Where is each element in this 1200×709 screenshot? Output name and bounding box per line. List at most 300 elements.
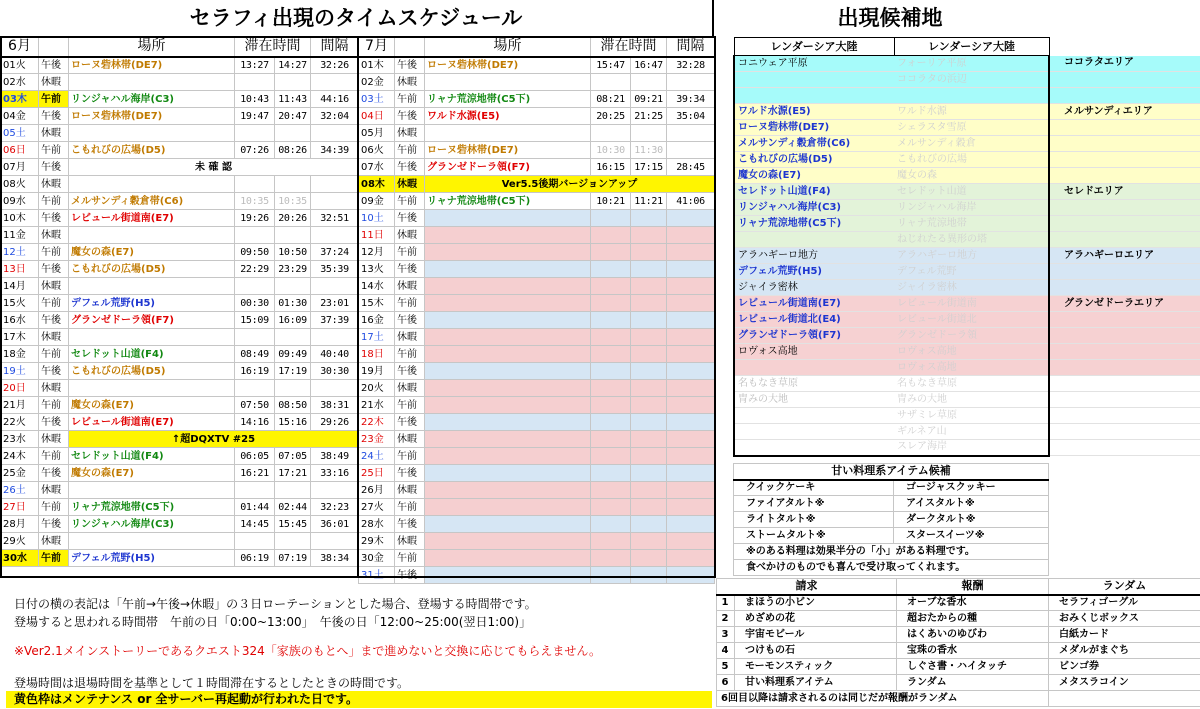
date-cell: 24土 [359, 448, 395, 465]
candidate-left: ワルド水源(E5) [734, 104, 894, 120]
interval-cell: 23:01 [311, 295, 359, 312]
slot-cell: 午前 [395, 91, 425, 108]
leave-time: 20:47 [275, 108, 311, 125]
schedule-row [1, 363, 359, 380]
schedule-row [359, 278, 715, 295]
candidate-row [734, 312, 1200, 328]
schedule-row [1, 499, 359, 516]
date-cell: 06火 [359, 142, 395, 159]
slot-cell: 午前 [395, 550, 425, 567]
request-item: まほうの小ビン [735, 595, 897, 611]
slot-cell: 休暇 [395, 329, 425, 346]
location-cell [425, 380, 591, 397]
interval-cell [667, 533, 715, 550]
reward-number: 6 [717, 675, 735, 691]
candidate-left: グランゼドーラ領(F7) [734, 328, 894, 344]
location-cell: ワルド水源(E5) [425, 108, 591, 125]
location-cell [425, 329, 591, 346]
reward-row [717, 595, 1200, 611]
location-cell: セレドット山道(F4) [69, 448, 235, 465]
reward-number: 5 [717, 659, 735, 675]
slot-cell: 午前 [395, 499, 425, 516]
arrive-time: 10:43 [235, 91, 275, 108]
leave-time [275, 125, 311, 142]
schedule-row [359, 159, 715, 176]
june-schedule-table [0, 36, 359, 567]
note-rotation: 日付の横の表記は「午前→午後→休暇」の３日ローテーションとした場合、登場する時間帯です。 [14, 597, 537, 611]
interval-cell [667, 329, 715, 346]
area-label [1049, 440, 1200, 456]
location-cell [425, 414, 591, 431]
arrive-time [591, 380, 631, 397]
random-header: ランダム [1049, 579, 1200, 595]
arrive-time: 19:26 [235, 210, 275, 227]
sweets-row [734, 528, 1049, 544]
leave-time: 08:26 [275, 142, 311, 159]
sweet-item: ライトタルト※ [734, 512, 894, 528]
interval-cell: 40:40 [311, 346, 359, 363]
slot-cell: 午後 [39, 363, 69, 380]
date-cell: 03木 [1, 91, 39, 108]
candidate-row [734, 72, 1200, 88]
leave-time [631, 74, 667, 91]
candidate-right: ジャイラ密林 [894, 280, 1049, 296]
date-cell: 16金 [359, 312, 395, 329]
random-reward: 白紙カード [1049, 627, 1200, 643]
area-label [1049, 120, 1200, 136]
date-cell: 02金 [359, 74, 395, 91]
request-item: つけもの石 [735, 643, 897, 659]
candidate-right: レビュール街道北 [894, 312, 1049, 328]
candidate-left: レビュール街道北(E4) [734, 312, 894, 328]
area-label: セレドエリア [1049, 184, 1200, 200]
slot-cell: 午後 [39, 312, 69, 329]
candidate-row [734, 264, 1200, 280]
candidate-right: ココラタの浜辺 [894, 72, 1049, 88]
arrive-time [591, 516, 631, 533]
leave-time: 09:21 [631, 91, 667, 108]
schedule-row [359, 125, 715, 142]
reward-footer: 6回目以降は請求されるのは同じだが報酬がランダム [717, 691, 1049, 707]
location-cell: ローヌ砦林帯(DE7) [425, 57, 591, 74]
area-label [1049, 392, 1200, 408]
candidate-right: リンジャハル海岸 [894, 200, 1049, 216]
schedule-row [359, 261, 715, 278]
schedule-row [359, 567, 715, 584]
area-label: グランゼドーラエリア [1049, 296, 1200, 312]
location-cell: 魔女の森(E7) [69, 397, 235, 414]
schedule-row [359, 380, 715, 397]
reward-row [717, 611, 1200, 627]
slot-cell: 午前 [395, 295, 425, 312]
arrive-time: 06:19 [235, 550, 275, 567]
location-cell [425, 346, 591, 363]
leave-time [631, 414, 667, 431]
date-cell: 10土 [359, 210, 395, 227]
candidate-right [894, 88, 1049, 104]
schedule-row [359, 91, 715, 108]
request-item: 宇宙モビール [735, 627, 897, 643]
request-header: 請求 [717, 579, 897, 595]
arrive-time: 16:19 [235, 363, 275, 380]
schedule-row [1, 176, 359, 193]
slot-cell: 午後 [39, 261, 69, 278]
location-cell: リャナ荒涼地帯(C5下) [69, 499, 235, 516]
date-cell: 10木 [1, 210, 39, 227]
candidate-left: デフェル荒野(H5) [734, 264, 894, 280]
leave-time [631, 567, 667, 584]
schedule-row [1, 380, 359, 397]
sweet-item: アイスタルト※ [894, 496, 1049, 512]
schedule-row [1, 312, 359, 329]
slot-cell: 午後 [39, 465, 69, 482]
date-cell: 26月 [359, 482, 395, 499]
arrive-time: 06:05 [235, 448, 275, 465]
slot-cell: 休暇 [39, 431, 69, 448]
candidate-row [734, 136, 1200, 152]
date-cell: 29木 [359, 533, 395, 550]
arrive-time: 19:47 [235, 108, 275, 125]
leave-time [631, 380, 667, 397]
location-cell [69, 278, 235, 295]
date-cell: 17土 [359, 329, 395, 346]
slot-cell: 休暇 [39, 380, 69, 397]
interval-cell [667, 244, 715, 261]
slot-cell: 午後 [395, 57, 425, 74]
arrive-time [235, 329, 275, 346]
leave-time: 14:27 [275, 57, 311, 74]
interval-cell [311, 74, 359, 91]
slot-cell: 午前 [39, 499, 69, 516]
candidate-left [734, 88, 894, 104]
leave-time [631, 346, 667, 363]
leave-time [275, 533, 311, 550]
area-label [1049, 360, 1200, 376]
candidate-right: 魔女の森 [894, 168, 1049, 184]
candidate-right: フォーリア平原 [894, 56, 1049, 72]
candidate-left [734, 408, 894, 424]
area-label [1049, 328, 1200, 344]
sweets-note-row [734, 560, 1049, 576]
date-cell: 23水 [1, 431, 39, 448]
date-cell: 13火 [359, 261, 395, 278]
leave-time [275, 482, 311, 499]
event-note: 未 確 認 [69, 159, 359, 176]
date-cell: 25金 [1, 465, 39, 482]
date-cell: 08火 [1, 176, 39, 193]
sweets-note: 食べかけのものでも喜んで受け取ってくれます。 [734, 560, 1049, 576]
leave-time: 02:44 [275, 499, 311, 516]
slot-cell: 休暇 [395, 431, 425, 448]
arrive-time: 10:21 [591, 193, 631, 210]
date-cell: 09水 [1, 193, 39, 210]
request-item: めざめの花 [735, 611, 897, 627]
schedule-row [1, 482, 359, 499]
schedule-row [359, 244, 715, 261]
sweet-item: クイックケーキ [734, 480, 894, 496]
schedule-row [1, 397, 359, 414]
slot-cell: 午後 [395, 312, 425, 329]
sweet-item: ゴージャスクッキー [894, 480, 1049, 496]
interval-cell [311, 380, 359, 397]
schedule-row [359, 312, 715, 329]
arrive-time: 15:47 [591, 57, 631, 74]
leave-time: 17:21 [275, 465, 311, 482]
candidate-left: 冑みの大地 [734, 392, 894, 408]
interval-cell: 41:06 [667, 193, 715, 210]
area-label [1049, 88, 1200, 104]
slot-cell: 午後 [39, 414, 69, 431]
candidate-left [734, 440, 894, 456]
location-cell: リンジャハル海岸(C3) [69, 516, 235, 533]
slot-cell: 午後 [395, 567, 425, 584]
area-label [1049, 200, 1200, 216]
interval-cell [667, 363, 715, 380]
area-label [1049, 424, 1200, 440]
arrive-time [591, 533, 631, 550]
schedule-row [1, 125, 359, 142]
date-cell: 05土 [1, 125, 39, 142]
schedule-row [359, 465, 715, 482]
candidate-left: 魔女の森(E7) [734, 168, 894, 184]
candidate-right: 名もなき草原 [894, 376, 1049, 392]
schedule-row [1, 244, 359, 261]
slot-cell: 午前 [39, 244, 69, 261]
location-cell [425, 363, 591, 380]
leave-time [631, 465, 667, 482]
arrive-time [591, 125, 631, 142]
schedule-row [359, 210, 715, 227]
schedule-row [1, 295, 359, 312]
interval-cell [311, 329, 359, 346]
note-yellow-frame: 黄色枠はメンテナンス or 全サーバー再起動が行われた日です。 [6, 691, 712, 708]
schedule-row [359, 397, 715, 414]
location-cell [425, 261, 591, 278]
sweets-title: 甘い料理系アイテム候補 [734, 464, 1049, 480]
arrive-time [591, 244, 631, 261]
leave-time: 21:25 [631, 108, 667, 125]
schedule-row [1, 227, 359, 244]
arrive-time [591, 278, 631, 295]
reward-row [717, 675, 1200, 691]
location-cell [69, 176, 235, 193]
area-label [1049, 136, 1200, 152]
schedule-row [1, 550, 359, 567]
location-cell: デフェル荒野(H5) [69, 295, 235, 312]
slot-cell: 午前 [395, 142, 425, 159]
location-cell: セレドット山道(F4) [69, 346, 235, 363]
arrive-time [235, 125, 275, 142]
candidate-right: グランゼドーラ領 [894, 328, 1049, 344]
location-cell [425, 533, 591, 550]
leave-time: 08:50 [275, 397, 311, 414]
area-label [1049, 232, 1200, 248]
candidate-left: 名もなき草原 [734, 376, 894, 392]
interval-cell: 38:31 [311, 397, 359, 414]
candidate-row [734, 184, 1200, 200]
interval-cell [667, 125, 715, 142]
candidate-row [734, 200, 1200, 216]
location-cell: ローヌ砦林帯(DE7) [425, 142, 591, 159]
candidate-right: ギルネア山 [894, 424, 1049, 440]
candidate-row [734, 328, 1200, 344]
interval-cell [311, 193, 359, 210]
interval-cell [667, 227, 715, 244]
area-label [1049, 152, 1200, 168]
random-reward: メダルがまぐち [1049, 643, 1200, 659]
leave-time: 07:05 [275, 448, 311, 465]
slot-cell: 午後 [395, 108, 425, 125]
candidate-left [734, 72, 894, 88]
slot-cell: 午前 [39, 91, 69, 108]
candidate-right: スレア海岸 [894, 440, 1049, 456]
slot-cell: 休暇 [395, 74, 425, 91]
schedule-row [359, 329, 715, 346]
date-cell: 26土 [1, 482, 39, 499]
area-label [1049, 312, 1200, 328]
reward-row [717, 659, 1200, 675]
date-cell: 23金 [359, 431, 395, 448]
sweets-row [734, 496, 1049, 512]
sweet-item: ストームタルト※ [734, 528, 894, 544]
slot-cell: 休暇 [39, 74, 69, 91]
leave-time: 15:16 [275, 414, 311, 431]
date-cell: 20日 [1, 380, 39, 397]
location-cell [425, 295, 591, 312]
schedule-row [1, 278, 359, 295]
slot-cell: 午前 [395, 244, 425, 261]
candidate-left [734, 360, 894, 376]
area-label: ココラタエリア [1049, 56, 1200, 72]
schedule-row [359, 482, 715, 499]
reward-row [717, 643, 1200, 659]
interval-cell: 32:26 [311, 57, 359, 74]
reward-item: 超おたからの種 [897, 611, 1049, 627]
schedule-row [359, 142, 715, 159]
june-place-header: 場所 [69, 37, 235, 57]
schedule-row [1, 261, 359, 278]
date-cell: 08木 [359, 176, 395, 193]
june-header: 6月 [1, 37, 39, 57]
location-cell [425, 244, 591, 261]
june-stay-header: 滞在時間 [235, 37, 311, 57]
schedule-row [359, 346, 715, 363]
random-reward: おみくじボックス [1049, 611, 1200, 627]
date-cell: 04日 [359, 108, 395, 125]
location-cell [425, 210, 591, 227]
date-cell: 07月 [1, 159, 39, 176]
random-reward: セラフィゴーグル [1049, 595, 1200, 611]
location-cell [69, 482, 235, 499]
reward-number: 3 [717, 627, 735, 643]
slot-cell: 午後 [395, 159, 425, 176]
interval-cell [667, 465, 715, 482]
location-cell: リャナ荒涼地帯(C5下) [425, 193, 591, 210]
sweet-item: ダークタルト※ [894, 512, 1049, 528]
candidate-left: リャナ荒涼地帯(C5下) [734, 216, 894, 232]
leave-time [275, 176, 311, 193]
arrive-time: 16:15 [591, 159, 631, 176]
reward-item: 宝珠の香水 [897, 643, 1049, 659]
area-label [1049, 408, 1200, 424]
interval-cell: 37:24 [311, 244, 359, 261]
location-cell [425, 516, 591, 533]
leave-time [631, 125, 667, 142]
interval-cell: 34:39 [311, 142, 359, 159]
location-cell: リャナ荒涼地帯(C5下) [425, 91, 591, 108]
leave-time: 16:09 [275, 312, 311, 329]
slot-cell: 午前 [395, 448, 425, 465]
leave-time: 10:50 [275, 244, 311, 261]
interval-cell [667, 74, 715, 91]
interval-cell: 39:34 [667, 91, 715, 108]
date-cell: 02水 [1, 74, 39, 91]
schedule-row [1, 329, 359, 346]
slot-cell: 午前 [395, 397, 425, 414]
date-cell: 29火 [1, 533, 39, 550]
candidate-row [734, 360, 1200, 376]
candidate-right: 冑みの大地 [894, 392, 1049, 408]
slot-cell: 休暇 [39, 227, 69, 244]
arrive-time [591, 465, 631, 482]
location-cell [69, 533, 235, 550]
candidate-left: コニウェア平原 [734, 56, 894, 72]
reward-number: 4 [717, 643, 735, 659]
location-cell [69, 227, 235, 244]
random-reward: メタスラコイン [1049, 675, 1200, 691]
leave-time: 20:26 [275, 210, 311, 227]
slot-cell: 休暇 [39, 176, 69, 193]
leave-time [631, 533, 667, 550]
area-label: アラハギーロエリア [1049, 248, 1200, 264]
interval-cell [667, 414, 715, 431]
location-cell: ローヌ砦林帯(DE7) [69, 57, 235, 74]
interval-cell: 32:04 [311, 108, 359, 125]
location-cell: ローヌ砦林帯(DE7) [69, 108, 235, 125]
schedule-row [1, 159, 359, 176]
slot-cell: 休暇 [395, 380, 425, 397]
area-label [1049, 280, 1200, 296]
arrive-time: 10:30 [591, 142, 631, 159]
location-cell: こもれびの広場(D5) [69, 261, 235, 278]
date-cell: 27日 [1, 499, 39, 516]
date-cell: 31土 [359, 567, 395, 584]
location-cell: 魔女の森(E7) [69, 465, 235, 482]
candidate-row [734, 120, 1200, 136]
schedule-row [1, 448, 359, 465]
arrive-time [591, 210, 631, 227]
schedule-row [359, 533, 715, 550]
sweets-table [733, 463, 1049, 576]
date-cell: 22木 [359, 414, 395, 431]
reward-item: はくあいのゆびわ [897, 627, 1049, 643]
area-label [1049, 264, 1200, 280]
interval-cell [667, 278, 715, 295]
request-item: 甘い料理系アイテム [735, 675, 897, 691]
slot-cell: 午後 [395, 465, 425, 482]
arrive-time: 22:29 [235, 261, 275, 278]
arrive-time [591, 550, 631, 567]
date-cell: 03土 [359, 91, 395, 108]
candidate-left: セレドット山道(F4) [734, 184, 894, 200]
leave-time: 01:30 [275, 295, 311, 312]
date-cell: 21水 [359, 397, 395, 414]
arrive-time [591, 431, 631, 448]
event-note: ↑超DQXTV #25 [69, 431, 359, 448]
location-cell: グランゼドーラ領(F7) [425, 159, 591, 176]
july-interval-header: 間隔 [667, 37, 715, 57]
date-cell: 01木 [359, 57, 395, 74]
